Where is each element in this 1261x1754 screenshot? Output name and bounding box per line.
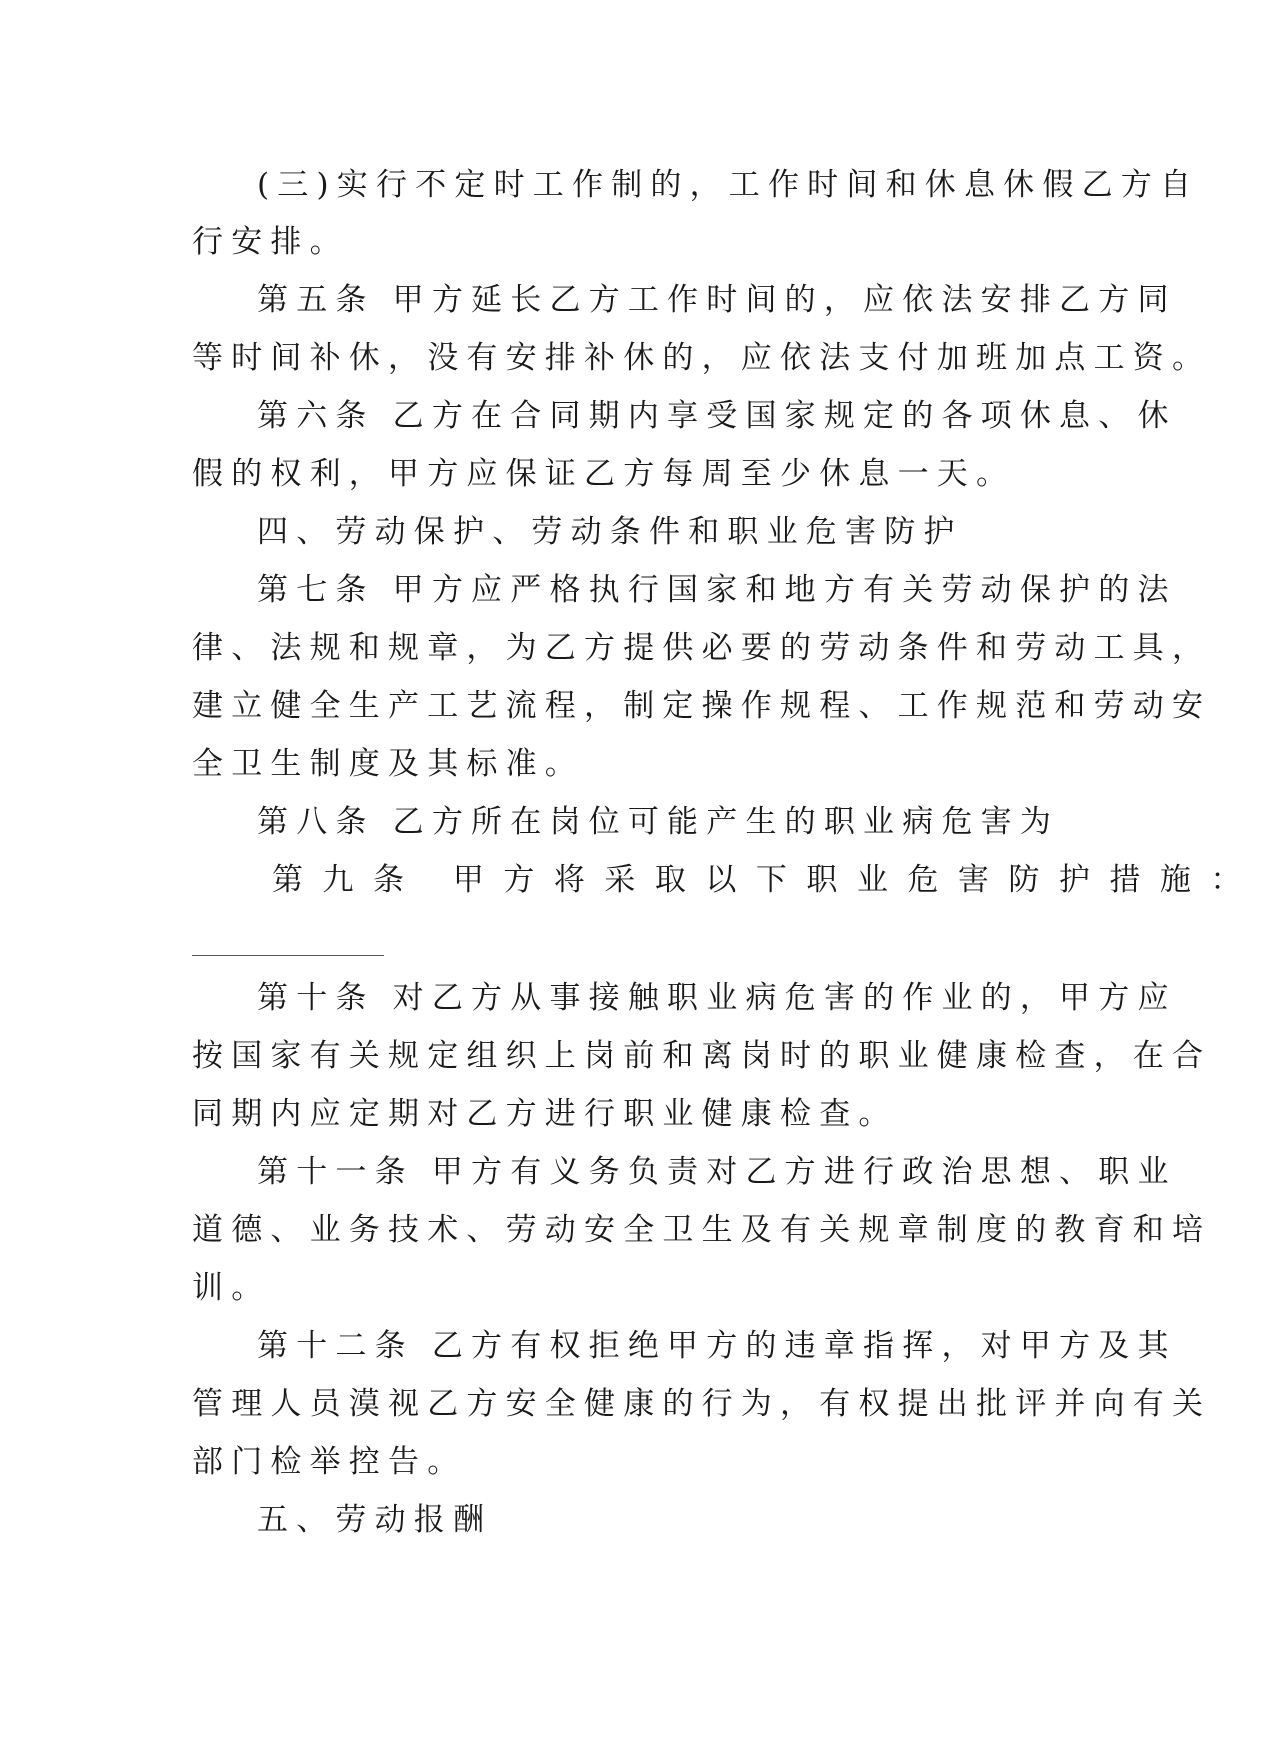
article-7-line: 建立健全生产工艺流程，制定操作规程、工作规范和劳动安 bbox=[192, 688, 1212, 724]
paragraph-line: 行安排。 bbox=[192, 224, 349, 260]
article-12-line: 部门检举控告。 bbox=[192, 1444, 467, 1480]
article-11-line: 道德、业务技术、劳动安全卫生及有关规章制度的教育和培 bbox=[192, 1212, 1212, 1248]
section-heading-5: 五、劳动报酬 bbox=[257, 1502, 493, 1538]
article-12-line: 第十二条 乙方有权拒绝甲方的违章指挥，对甲方及其 bbox=[257, 1328, 1177, 1364]
article-11-line: 训。 bbox=[192, 1270, 271, 1306]
article-9-line: 第九条 甲方将采取以下职业危害防护措施： bbox=[272, 862, 1261, 898]
article-11-line: 第十一条 甲方有义务负责对乙方进行政治思想、职业 bbox=[257, 1154, 1177, 1190]
section-heading-4: 四、劳动保护、劳动条件和职业危害防护 bbox=[257, 514, 963, 550]
article-7-line: 第七条 甲方应严格执行国家和地方有关劳动保护的法 bbox=[257, 572, 1177, 608]
fill-in-blank-line bbox=[192, 955, 384, 956]
paragraph-line: (三)实行不定时工作制的，工作时间和休息休假乙方自 bbox=[257, 167, 1200, 203]
article-7-line: 全卫生制度及其标准。 bbox=[192, 746, 584, 782]
article-6-line: 第六条 乙方在合同期内享受国家规定的各项休息、休 bbox=[257, 398, 1177, 434]
article-12-line: 管理人员漠视乙方安全健康的行为，有权提出批评并向有关 bbox=[192, 1386, 1212, 1422]
article-10-line: 同期内应定期对乙方进行职业健康检查。 bbox=[192, 1096, 898, 1132]
article-8-line: 第八条 乙方所在岗位可能产生的职业病危害为 bbox=[257, 804, 1060, 840]
article-10-line: 按国家有关规定组织上岗前和离岗时的职业健康检查，在合 bbox=[192, 1038, 1212, 1074]
article-5-line: 等时间补休，没有安排补休的，应依法支付加班加点工资。 bbox=[192, 340, 1212, 376]
article-7-line: 律、法规和规章，为乙方提供必要的劳动条件和劳动工具， bbox=[192, 630, 1212, 666]
article-5-line: 第五条 甲方延长乙方工作时间的，应依法安排乙方同 bbox=[257, 282, 1177, 318]
article-10-line: 第十条 对乙方从事接触职业病危害的作业的，甲方应 bbox=[257, 980, 1177, 1016]
article-6-line: 假的权利，甲方应保证乙方每周至少休息一天。 bbox=[192, 456, 1016, 492]
